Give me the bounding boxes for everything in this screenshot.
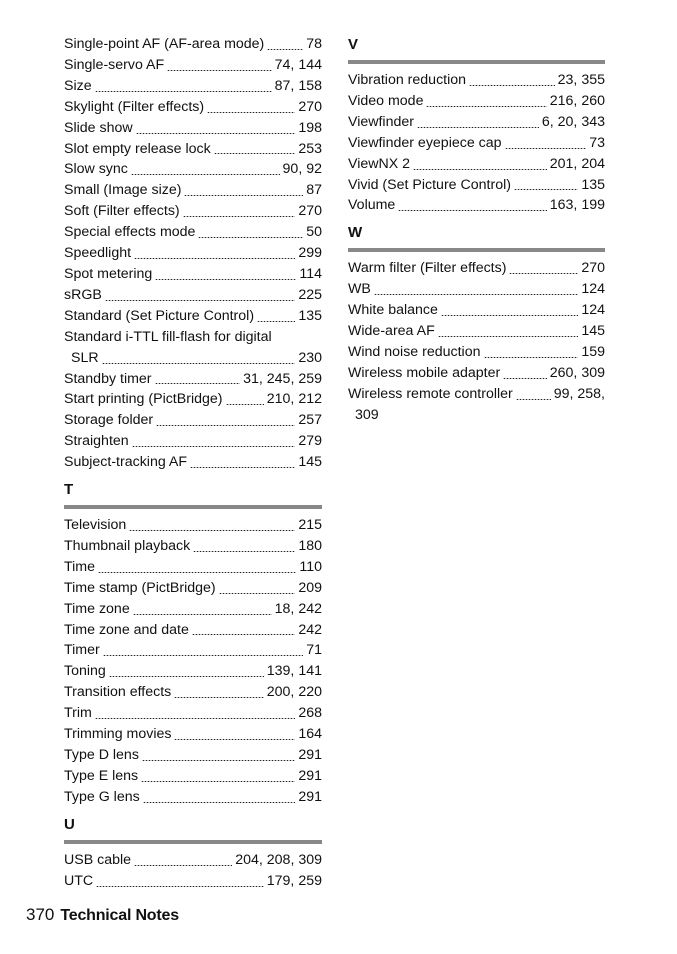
index-entry <box>64 431 322 452</box>
entry-pages: 71 <box>306 642 322 659</box>
index-entry <box>348 175 605 196</box>
dot-leader <box>174 739 295 740</box>
dot-leader <box>190 467 295 468</box>
section-heading-t: T <box>64 481 74 499</box>
index-entry <box>64 871 322 892</box>
dot-leader <box>398 210 546 211</box>
entry-term: USB cable <box>64 851 132 868</box>
dot-leader <box>143 802 296 803</box>
dot-leader <box>136 133 296 134</box>
index-entry <box>64 850 322 871</box>
entry-term: Timer <box>64 642 100 659</box>
entry-term: Wireless mobile adapter <box>348 364 501 381</box>
entry-term: Slide show <box>64 119 133 136</box>
entry-term: Speedlight <box>64 245 132 262</box>
entry-pages: 210, 212 <box>266 391 322 408</box>
dot-leader <box>484 357 579 358</box>
section-rule <box>64 505 322 509</box>
dot-leader <box>183 216 296 217</box>
entry-term: Video mode <box>348 92 424 109</box>
entries-t <box>64 515 322 808</box>
entry-pages: 135 <box>581 176 605 193</box>
dot-leader <box>192 634 295 635</box>
entry-term: Type G lens <box>64 788 140 805</box>
entry-pages: 124 <box>581 302 605 319</box>
entry-term: Volume <box>348 197 396 214</box>
entry-term: Small (Image size) <box>64 182 182 199</box>
dot-leader <box>134 865 232 866</box>
entry-term: ViewNX 2 <box>348 155 411 172</box>
dot-leader <box>142 760 295 761</box>
entry-pages: 242 <box>298 621 322 638</box>
entry-pages: 260, 309 <box>549 364 605 381</box>
entry-pages: 216, 260 <box>549 92 605 109</box>
index-entry <box>64 599 322 620</box>
dot-leader <box>131 174 280 175</box>
index-entry <box>64 285 322 306</box>
section-heading-u: U <box>64 815 75 833</box>
section-rule <box>348 248 605 252</box>
index-entry <box>64 620 322 641</box>
dot-leader <box>207 112 295 113</box>
entry-pages: 270 <box>298 203 322 220</box>
entry-pages: 18, 242 <box>274 600 322 617</box>
entry-term: Warm filter (Filter effects) <box>348 260 507 277</box>
entry-term: Slot empty release lock <box>64 140 211 157</box>
index-entry <box>348 112 605 133</box>
entry-term: Size <box>64 77 92 94</box>
entries-w <box>348 258 605 383</box>
entry-term: Time zone <box>64 600 130 617</box>
dot-leader <box>155 279 296 280</box>
entry-pages: 230 <box>298 349 322 366</box>
dot-leader <box>514 189 578 190</box>
dot-leader <box>426 106 546 107</box>
section-rule <box>64 840 322 844</box>
index-entry <box>64 97 322 118</box>
dot-leader <box>516 399 551 400</box>
index-column-right <box>348 34 605 426</box>
index-entry <box>348 321 605 342</box>
dot-leader <box>129 530 295 531</box>
index-column-left <box>64 34 322 892</box>
index-entry <box>64 410 322 431</box>
entry-pages: 145 <box>581 323 605 340</box>
index-entry <box>348 363 605 384</box>
dot-leader <box>174 697 264 698</box>
dot-leader <box>156 425 295 426</box>
index-entry <box>64 536 322 557</box>
entry-term: Slow sync <box>64 161 128 178</box>
entry-pages: 291 <box>298 788 322 805</box>
entry-term: Standby timer <box>64 370 152 387</box>
entry-pages: 299 <box>298 245 322 262</box>
entry-term: Trimming movies <box>64 726 172 743</box>
entry-term: Soft (Filter effects) <box>64 203 180 220</box>
entry-pages: 253 <box>298 140 322 157</box>
entry-term: WB <box>348 281 371 298</box>
index-entry <box>64 327 322 369</box>
entry-term: Transition effects <box>64 684 172 701</box>
dot-leader <box>505 148 587 149</box>
section-heading-v: V <box>348 36 359 53</box>
index-entry <box>64 661 322 682</box>
entries-u <box>64 850 322 892</box>
index-entry <box>64 222 322 243</box>
entry-term: Spot metering <box>64 265 153 282</box>
dot-leader <box>193 551 295 552</box>
index-entry <box>64 306 322 327</box>
entry-term: UTC <box>64 872 94 889</box>
index-entry <box>64 578 322 599</box>
entry-pages: 145 <box>298 454 322 471</box>
entry-pages: 99, 258, <box>553 385 605 402</box>
entry-pages: 78 <box>306 36 322 52</box>
entry-pages: 257 <box>298 412 322 429</box>
entry-pages: 204, 208, 309 <box>235 851 322 868</box>
dot-leader <box>167 70 272 71</box>
dot-leader <box>132 446 296 447</box>
dot-leader <box>509 273 578 274</box>
index-entry <box>64 745 322 766</box>
dot-leader <box>226 404 264 405</box>
entry-pages: 215 <box>298 517 322 534</box>
entry-pages: 159 <box>581 343 605 360</box>
index-entry <box>64 55 322 76</box>
index-entry <box>348 342 605 363</box>
section-rule <box>348 60 605 64</box>
entry-pages: 270 <box>298 98 322 115</box>
index-entry <box>348 70 605 91</box>
entry-pages: 270 <box>581 260 605 277</box>
entry-pages: 279 <box>298 433 322 450</box>
entry-term: Subject-tracking AF <box>64 454 188 471</box>
section-heading-w: W <box>348 224 363 242</box>
entry-term: Storage folder <box>64 412 154 429</box>
entry-pages: 198 <box>298 119 322 136</box>
index-entry <box>348 133 605 154</box>
entry-pages: 179, 259 <box>266 872 322 889</box>
entry-term: Wind noise reduction <box>348 343 481 360</box>
entry-term: Single-point AF (AF-area mode) <box>64 36 265 52</box>
index-entry <box>348 195 605 216</box>
index-entry <box>64 703 322 724</box>
dot-leader <box>219 593 296 594</box>
page-footer <box>26 905 179 925</box>
index-entry <box>64 264 322 285</box>
entries-v <box>348 70 605 216</box>
entry-pages: 124 <box>581 281 605 298</box>
dot-leader <box>438 336 579 337</box>
entry-pages: 180 <box>298 537 322 554</box>
entry-pages: 50 <box>306 224 322 241</box>
dot-leader <box>257 321 295 322</box>
entry-term: Straighten <box>64 433 129 450</box>
dot-leader <box>95 718 295 719</box>
entry-term: Skylight (Filter effects) <box>64 98 205 115</box>
index-entry <box>64 180 322 201</box>
entry-pages: 74, 144 <box>274 56 322 73</box>
dot-leader <box>374 294 578 295</box>
entry-term: Television <box>64 517 127 534</box>
entry-term: Type E lens <box>64 767 139 784</box>
index-entry <box>64 369 322 390</box>
entry-pages: 110 <box>299 558 322 575</box>
dot-leader <box>413 169 547 170</box>
entry-term: Special effects mode <box>64 224 196 241</box>
dot-leader <box>98 572 296 573</box>
dot-leader <box>184 195 303 196</box>
entries-s-continued <box>64 34 322 327</box>
entry-pages: 291 <box>298 747 322 763</box>
dot-leader <box>109 676 264 677</box>
dot-leader <box>214 153 296 154</box>
entry-term: Vivid (Set Picture Control) <box>348 176 511 193</box>
entry-pages: 6, 20, 343 <box>541 113 605 130</box>
dot-leader <box>198 237 303 238</box>
index-entry <box>64 118 322 139</box>
entry-pages: 268 <box>298 705 322 722</box>
entry-term: Time zone and date <box>64 621 189 638</box>
dot-leader <box>103 655 303 656</box>
dot-leader <box>441 315 578 316</box>
entry-pages: 87, 158 <box>274 77 322 94</box>
entry-term: Start printing (PictBridge) <box>64 391 223 408</box>
index-entry <box>64 682 322 703</box>
index-entry <box>348 384 605 405</box>
entry-pages: 73 <box>589 134 605 151</box>
entry-pages: 200, 220 <box>266 684 322 701</box>
index-entry <box>64 557 322 578</box>
entry-term: Standard (Set Picture Control) <box>64 307 255 324</box>
dot-leader <box>417 127 539 128</box>
index-entry <box>64 243 322 264</box>
index-entry <box>348 279 605 300</box>
dot-leader <box>141 781 295 782</box>
entries-s-continued-2 <box>64 369 322 474</box>
entry-term: White balance <box>348 302 438 319</box>
dot-leader <box>105 300 295 301</box>
entry-term: Single-servo AF <box>64 56 165 73</box>
entry-term-line1: Standard i-TTL fill-flash for digital <box>64 328 272 345</box>
index-entry <box>64 201 322 222</box>
dot-leader <box>102 363 296 364</box>
entry-pages: 114 <box>299 265 322 282</box>
dot-leader <box>503 378 547 379</box>
entry-pages: 87 <box>306 182 322 199</box>
index-entry <box>348 300 605 321</box>
entry-term: Vibration reduction <box>348 72 467 88</box>
index-entry <box>348 91 605 112</box>
entry-term: Type D lens <box>64 747 139 763</box>
index-entry <box>64 76 322 97</box>
page-number: 370 <box>26 905 55 924</box>
dot-leader <box>133 614 272 615</box>
entry-pages: 163, 199 <box>549 197 605 214</box>
dot-leader <box>155 383 241 384</box>
dot-leader <box>96 886 264 887</box>
index-entry <box>64 787 322 808</box>
entry-pages: 23, 355 <box>557 72 605 88</box>
entry-term: Wide-area AF <box>348 323 435 340</box>
index-entry <box>64 389 322 410</box>
index-entry <box>64 724 322 745</box>
entry-term: Time <box>64 558 96 575</box>
entry-term: Viewfinder <box>348 113 414 130</box>
entry-pages: 90, 92 <box>282 161 322 178</box>
index-entry <box>64 139 322 160</box>
entry-pages-continued: 309 <box>355 406 379 423</box>
entry-term: sRGB <box>64 286 102 303</box>
entry-term: Time stamp (PictBridge) <box>64 579 216 596</box>
entry-term: Thumbnail playback <box>64 537 191 554</box>
index-entry <box>348 258 605 279</box>
index-entry <box>64 452 322 473</box>
entry-pages: 291 <box>298 767 322 784</box>
entry-term: Viewfinder eyepiece cap <box>348 134 502 151</box>
dot-leader <box>134 258 295 259</box>
entry-term: Wireless remote controller <box>348 385 513 402</box>
entry-term: Trim <box>64 705 92 722</box>
dot-leader <box>267 49 303 50</box>
index-entry <box>64 640 322 661</box>
entry-pages: 164 <box>298 726 322 743</box>
entry-pages: 139, 141 <box>266 663 322 680</box>
entry-term: Toning <box>64 663 106 680</box>
index-entry <box>64 159 322 180</box>
entry-pages: 135 <box>298 307 322 324</box>
dot-leader <box>469 85 555 86</box>
entry-term-line2: SLR <box>71 349 99 366</box>
entry-pages: 201, 204 <box>549 155 605 172</box>
entry-pages: 225 <box>298 286 322 303</box>
entry-pages: 209 <box>298 579 322 596</box>
entry-pages: 31, 245, 259 <box>243 370 322 387</box>
index-entry <box>348 154 605 175</box>
index-entry <box>64 515 322 536</box>
dot-leader <box>95 91 272 92</box>
index-entry <box>64 766 322 787</box>
section-title: Technical Notes <box>60 907 179 924</box>
index-entry <box>64 34 322 55</box>
